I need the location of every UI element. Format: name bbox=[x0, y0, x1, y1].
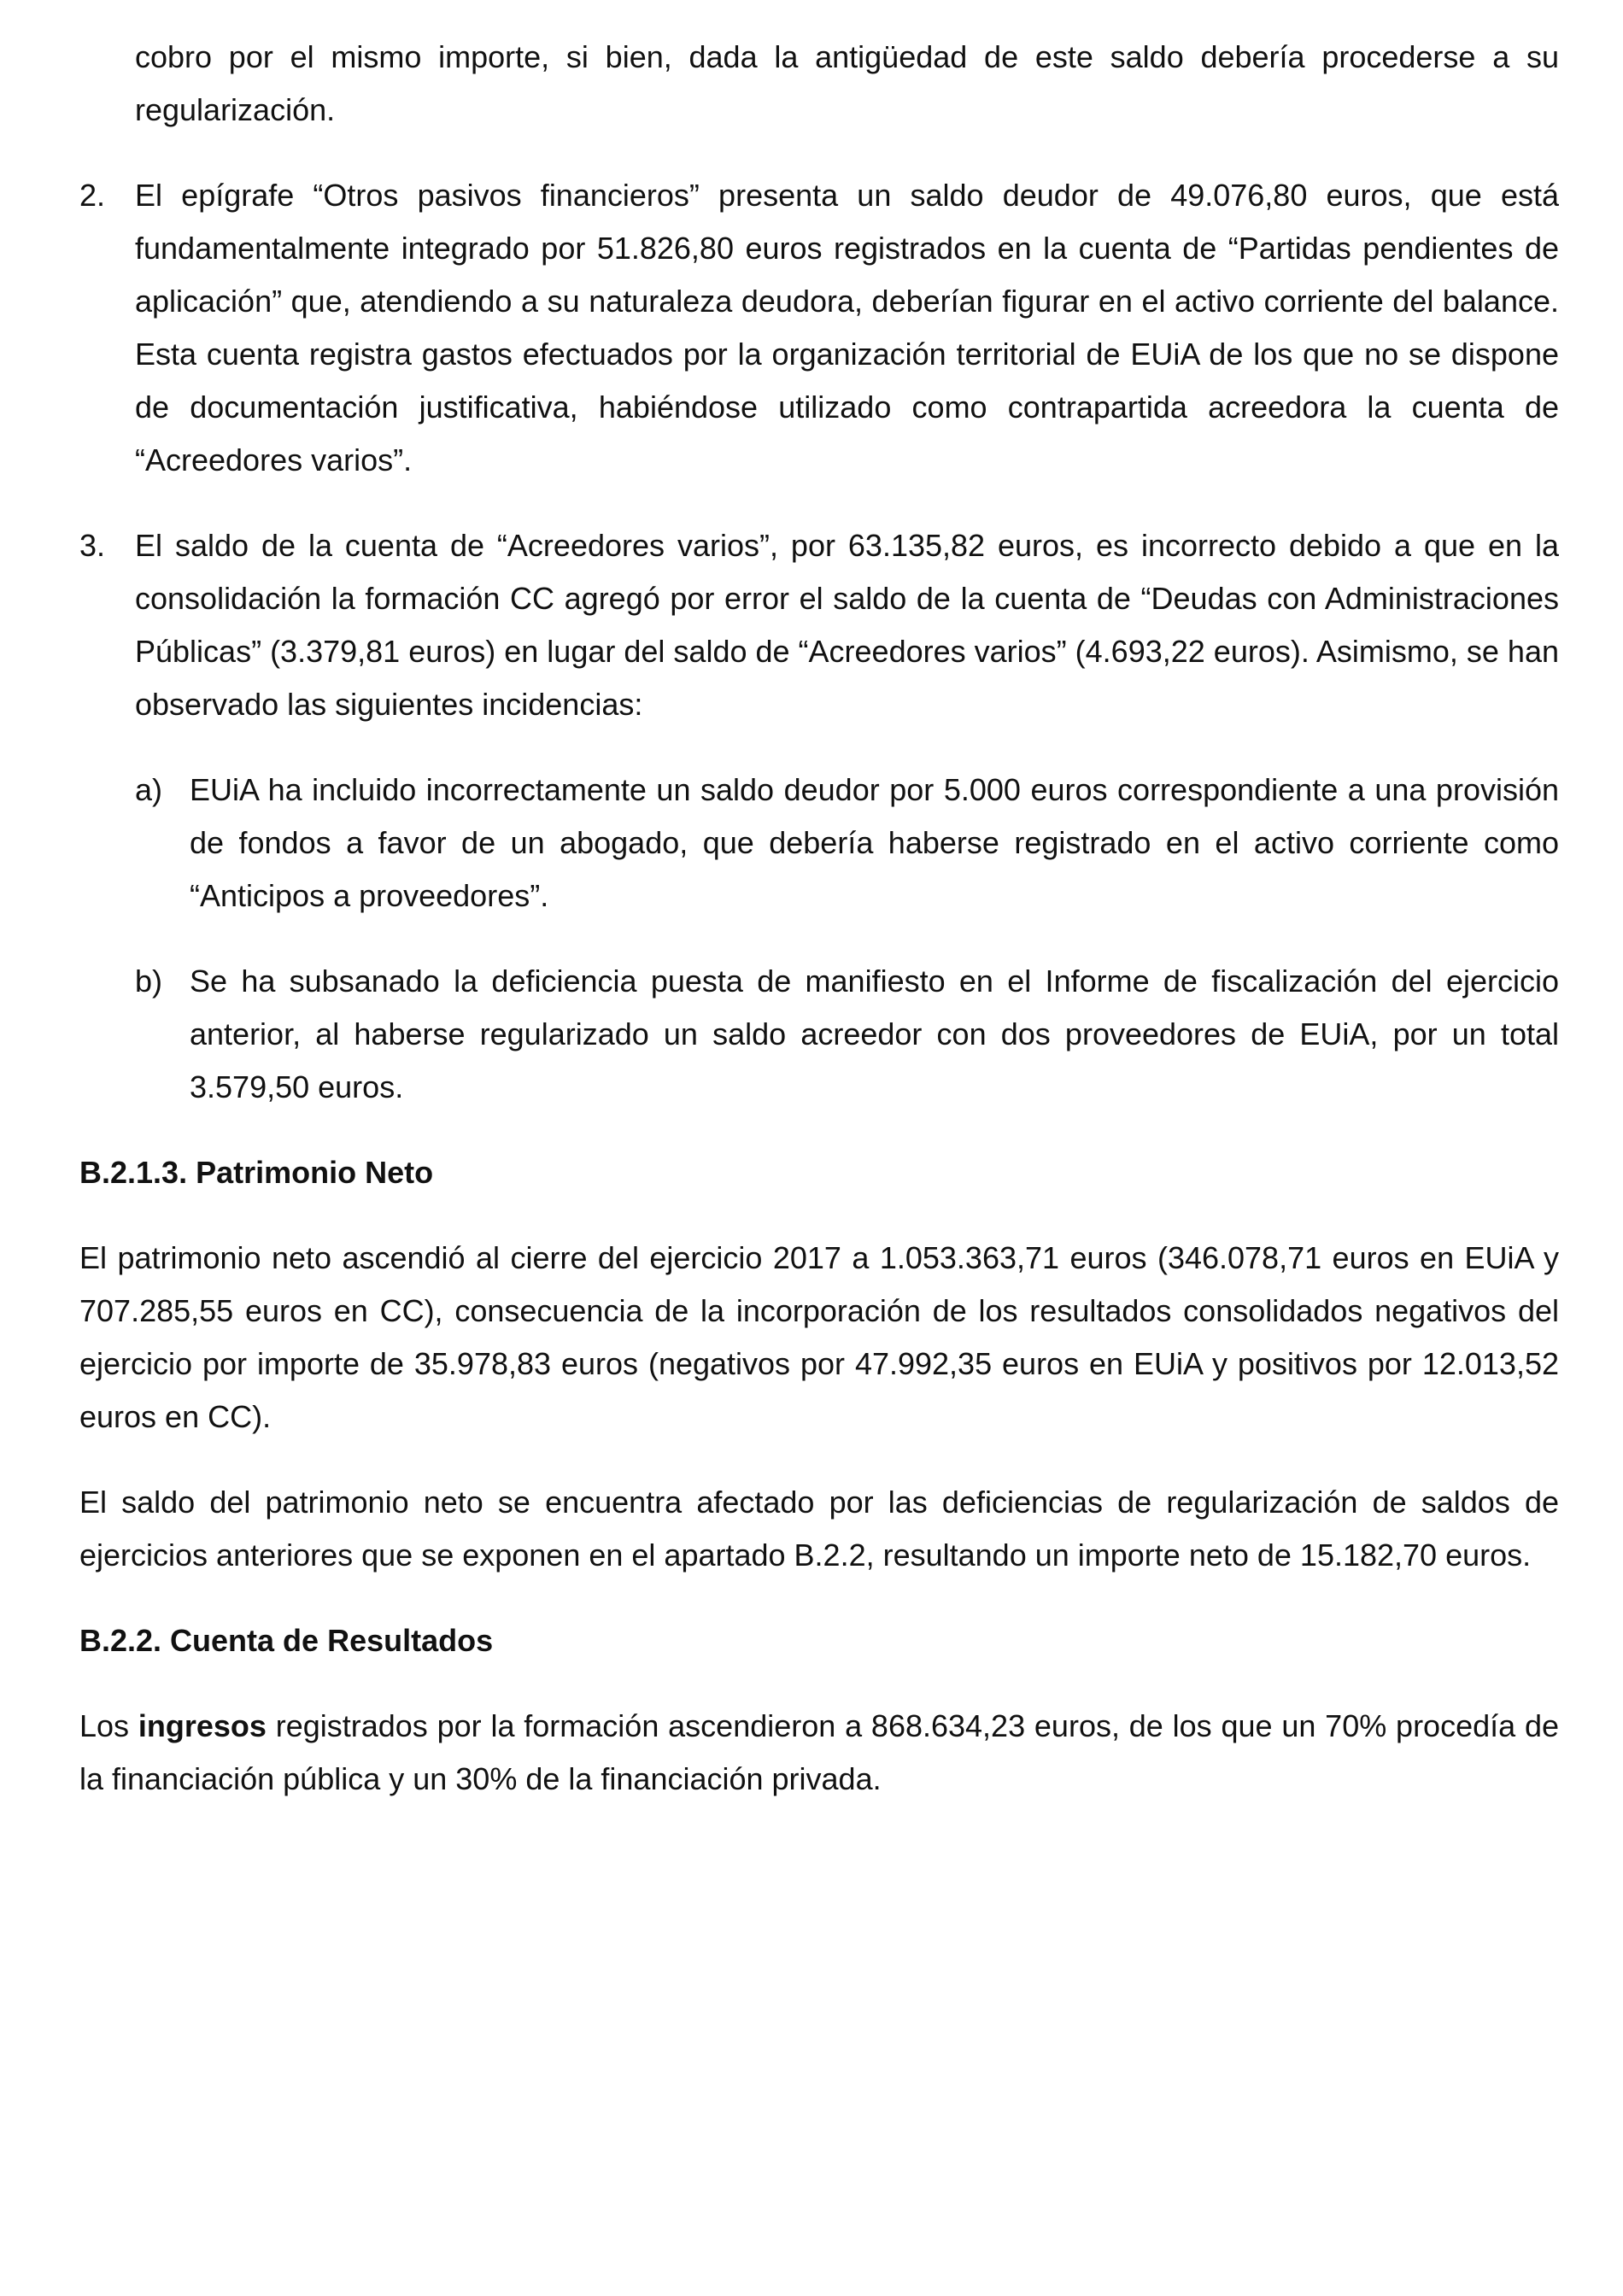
body-paragraph: El patrimonio neto ascendió al cierre del ejercicio 2017 a 1.053.363,71 euros (346.078,71 euros en EUiA y 707.285,55 euros en CC), consecuencia de la incorporación de los resultados consolidados negativos del ejercicio por importe de 35.978,83 euros (negativos por 47.992,35 euros en EUiA y positivos por 12.013,52 euros en CC). bbox=[79, 1240, 1559, 1434]
sub-item-text: Se ha subsanado la deficiencia puesta de manifiesto en el Informe de fiscalización del ejercicio anterior, al haberse regularizado un saldo acreedor con dos proveedores de EUiA, por un total 3.579,50 euros. bbox=[190, 964, 1559, 1104]
sub-item-letter: b) bbox=[135, 964, 163, 999]
sub-item-a bbox=[135, 764, 1559, 922]
body-paragraph: El saldo del patrimonio neto se encuentra afectado por las deficiencias de regularización de saldos de ejercicios anteriores que se exponen en el apartado B.2.2, resultando un importe neto de 15.182,70 euros. bbox=[79, 1485, 1559, 1573]
list-item-number: 2. bbox=[79, 178, 106, 213]
document-page bbox=[79, 31, 1559, 1806]
list-item-3 bbox=[79, 519, 1559, 731]
sub-item-letter: a) bbox=[135, 772, 163, 807]
list-item-2 bbox=[79, 169, 1559, 487]
section-heading-patrimonio-neto: B.2.1.3. Patrimonio Neto bbox=[79, 1155, 434, 1190]
bold-term-ingresos: ingresos bbox=[138, 1708, 267, 1743]
paragraph-text-start: Los bbox=[79, 1708, 138, 1743]
list-item-text: El epígrafe “Otros pasivos financieros” presenta un saldo deudor de 49.076,80 euros, que está fundamentalmente integrado por 51.826,80 euros registrados en la cuenta de “Partidas pendientes de aplicación” que, atendiendo a su naturaleza deudora, deberían figurar en el activo corriente del balance. Esta cuenta registra gastos efectuados por la organización territorial de EUiA de los que no se dispone de documentación justificativa, habiéndose utilizado como contrapartida acreedora la cuenta de “Acreedores varios”. bbox=[135, 178, 1559, 477]
list-item-text: El saldo de la cuenta de “Acreedores varios”, por 63.135,82 euros, es incorrecto debido a que en la consolidación la formación CC agregó por error el saldo de la cuenta de “Deudas con Administraciones Públicas” (3.379,81 euros) en lugar del saldo de “Acreedores varios” (4.693,22 euros). Asimismo, se han observado las siguientes incidencias: bbox=[135, 528, 1559, 722]
section-heading-cuenta-resultados: B.2.2. Cuenta de Resultados bbox=[79, 1623, 494, 1658]
sub-item-b bbox=[135, 955, 1559, 1114]
continuation-paragraph: cobro por el mismo importe, si bien, dada la antigüedad de este saldo debería procederse a su regularización. bbox=[135, 39, 1559, 127]
paragraph-text-rest: registrados por la formación ascendieron a 868.634,23 euros, de los que un 70% procedía de la financiación pública y un 30% de la financiación privada. bbox=[79, 1708, 1559, 1796]
sub-item-text: EUiA ha incluido incorrectamente un saldo deudor por 5.000 euros correspondiente a una provisión de fondos a favor de un abogado, que debería haberse registrado en el activo corriente como “Anticipos a proveedores”. bbox=[190, 772, 1559, 913]
body-paragraph-ingresos bbox=[79, 1700, 1559, 1806]
list-item-number: 3. bbox=[79, 528, 106, 563]
